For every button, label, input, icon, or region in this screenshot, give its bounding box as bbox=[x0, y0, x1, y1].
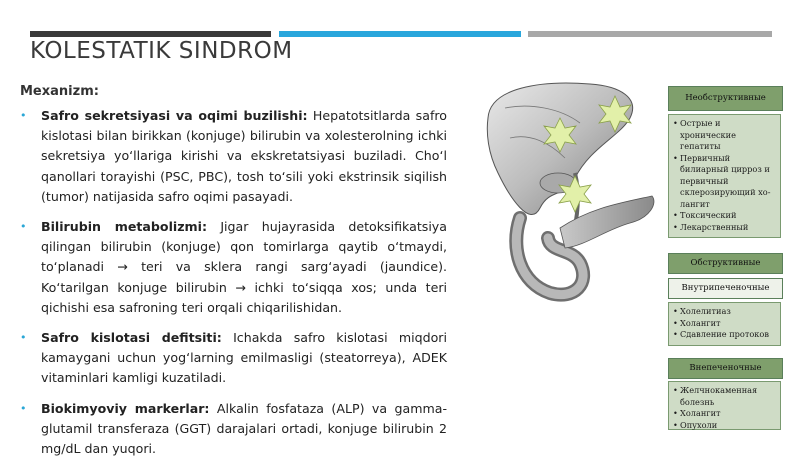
bullet-text: Hepatotsitlarda safro kislotasi bilan birikkan (konjuge) bilirubin va xolesterolning ichki sekretsiya yo‘llariga kirishi va ekskretatsiyasi buziladi. Cho‘l qanollari torayishi (PSC, PBC), tosh to‘sili yoki ekstrinsik siqilish (tumor) natijasida safro oqimi pasayadi. bbox=[41, 108, 447, 204]
list-item: • Лекарственный bbox=[673, 222, 777, 234]
nonobstructive-header: Необструктивные bbox=[668, 86, 783, 111]
obstructive-header: Обструктивные bbox=[668, 253, 783, 274]
bullet-text: Ichakda safro kislotasi miqdori kamaygani uchun yog‘larning emilmasligi (steatorreya), ADEK vitaminlari kamligi kuzatiladi. bbox=[41, 330, 447, 386]
bullet-dot-icon: • bbox=[20, 401, 27, 415]
intrahepatic-list bbox=[668, 302, 781, 346]
list-item: • Токсический bbox=[673, 210, 777, 222]
bullet-text: Alkalin fosfataza (ALP) va gamma-glutamil transferaza (GGT) darajalari ortadi, konjuge bilirubin 2 mg/dL dan yuqori. bbox=[41, 400, 447, 457]
bullet-item bbox=[20, 217, 447, 318]
liver-biliary-illustration bbox=[480, 78, 660, 308]
bullet-item bbox=[20, 399, 447, 460]
list-item: • Острые и хронические гепатиты bbox=[673, 118, 777, 153]
bullet-term: Safro kislotasi defitsiti: bbox=[41, 330, 222, 346]
bullet-dot-icon: • bbox=[20, 331, 27, 345]
bullet-text: Jigar hujayrasida detoksifikatsiya qilingan bilirubin (konjuge) qon tomirlarga qaytib o‘tmaydi, to‘planadi → teri va sklera rangi sarg‘ayadi (jaundice). Ko‘tarilgan konjuge bilirubin → ichki to‘siqqa xos; unda teri qichishi esa safroning teri orqali chiqarilishidan. bbox=[41, 219, 447, 315]
mechanism-subheading: Mexanizm: bbox=[20, 84, 99, 99]
bullet-dot-icon: • bbox=[20, 220, 27, 234]
list-item: • Опухоли bbox=[673, 420, 777, 432]
list-item: • Желчнокаменная болезнь bbox=[673, 385, 777, 408]
intrahepatic-header: Внутрипеченочные bbox=[668, 278, 783, 299]
bullet-item bbox=[20, 328, 447, 389]
title-bar-segment-gray bbox=[528, 31, 772, 37]
bullet-term: Biokimyoviy markerlar: bbox=[41, 400, 210, 416]
bullet-dot-icon: • bbox=[20, 109, 27, 122]
bullet-item bbox=[20, 106, 447, 207]
list-item: • Холелитиаз bbox=[673, 306, 777, 318]
nonobstructive-list bbox=[668, 114, 781, 238]
title-bar-segment-blue bbox=[279, 31, 521, 37]
list-item: • Холангит bbox=[673, 318, 777, 330]
bullet-term: Safro sekretsiyasi va oqimi buzilishi: bbox=[41, 108, 308, 123]
list-item: • Холангит bbox=[673, 408, 777, 420]
list-item: • Первичный билиарный цирроз и первичный склерозирующий хо-лангит bbox=[673, 153, 777, 211]
list-item: • Сдавление протоков bbox=[673, 329, 777, 341]
extrahepatic-header: Внепеченочные bbox=[668, 358, 783, 379]
extrahepatic-list bbox=[668, 381, 781, 430]
bullet-term: Bilirubin metabolizmi: bbox=[41, 219, 208, 235]
title-bar-segment-dark bbox=[30, 31, 271, 37]
slide-title: KOLESTATIK SINDROM bbox=[30, 38, 293, 64]
mechanism-bullet-list bbox=[20, 106, 447, 469]
